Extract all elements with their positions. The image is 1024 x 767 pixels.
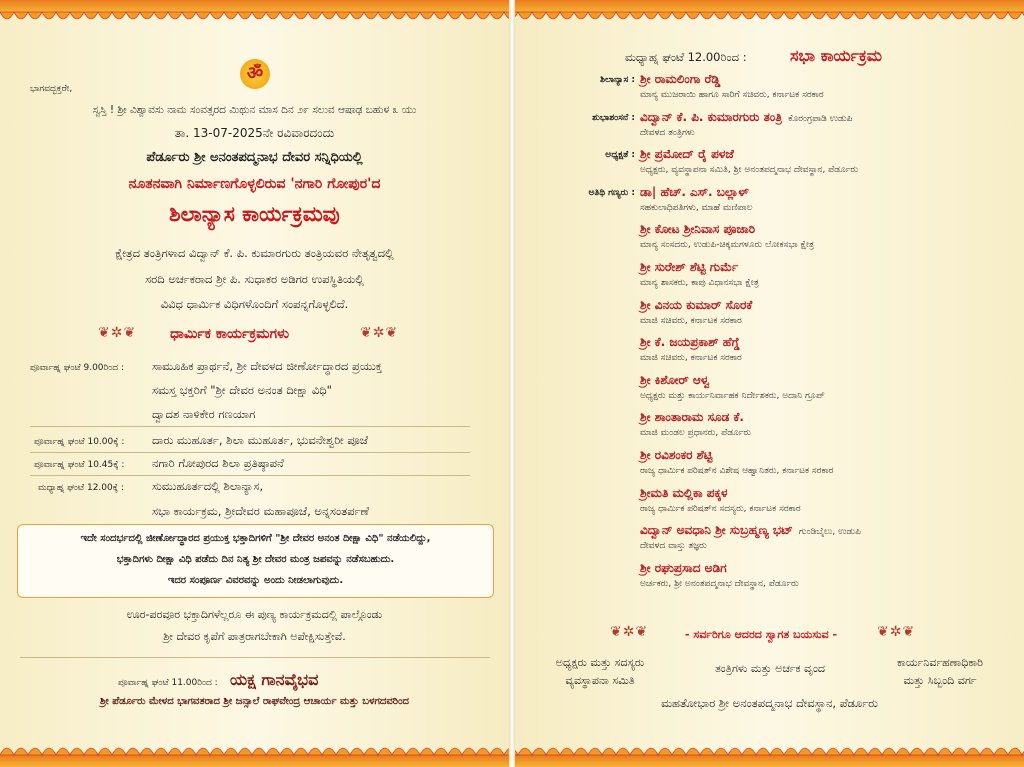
para-line-1: ಕ್ಷೇತ್ರದ ತಂತ್ರಿಗಳಾದ ವಿದ್ವಾನ್ ಕೆ. ಪಿ. ಕುಮಾರಗುರು ತಂತ್ರಿಯವರ ನೇತೃತ್ವದಲ್ಲಿ <box>115 246 394 260</box>
guest-designation: ಸಹಕುಲಾಧಿಪತಿಗಳು, ಮಾಹೆ ಮಣಿಪಾಲ <box>640 202 753 213</box>
border-petal <box>476 12 490 19</box>
border-petal <box>224 748 238 755</box>
border-petal <box>420 748 434 755</box>
border-petal <box>168 12 182 19</box>
role-label: ಶುಭಾಶಂಸನೆ : <box>592 112 635 123</box>
border-petal <box>882 748 896 755</box>
border-petal <box>532 748 546 755</box>
schedule-time-4: ಮಧ್ಯಾಹ್ನ ಘಂಟೆ 12.00ಕ್ಕೆ : <box>38 483 124 493</box>
border-petal <box>798 12 812 19</box>
host-3-line-1: ಕಾರ್ಯನಿರ್ವಹಣಾಧಿಕಾರಿ <box>896 656 983 669</box>
border-petal <box>672 12 686 19</box>
divider <box>30 426 470 427</box>
border-petal <box>602 748 616 755</box>
guest-designation: ಅಧ್ಯಕ್ಷರು, ವ್ಯವಸ್ಥಾಪನಾ ಸಮಿತಿ, ಶ್ರೀ ಅನಂತಪದ್ಮನಾಭ ದೇವಸ್ಥಾನ, ಪೆರ್ಡೂರು <box>640 165 859 176</box>
schedule-item-4-line-1: ಸುಮುಹೂರ್ತದಲ್ಲಿ ಶಿಲಾನ್ಯಾಸ, <box>152 479 264 493</box>
border-petal <box>714 748 728 755</box>
border-petal <box>126 12 140 19</box>
border-petal <box>546 12 560 19</box>
border-petal <box>798 748 812 755</box>
guest-name: ಶ್ರೀ ಕೋಟ ಶ್ರೀನಿವಾಸ ಪೂಜಾರಿ <box>640 222 756 237</box>
guest-designation: ಅರ್ಚಕರು, ಶ್ರೀ ಅನಂತಪದ್ಮನಾಭ ದೇವಸ್ಥಾನ, ಪೆರ್ಡೂರು <box>640 578 799 589</box>
invite-line-1: ಊರ-ಪರವೂರ ಭಕ್ತಾದಿಗಳೆಲ್ಲರೂ ಈ ಪುಣ್ಯ ಕಾರ್ಯಕ್ರಮದಲ್ಲಿ ಪಾಲ್ಗೊಂಡು <box>126 608 383 621</box>
border-petal <box>826 12 840 19</box>
border-petal <box>448 12 462 19</box>
border-petal <box>420 12 434 19</box>
border-petal <box>434 12 448 19</box>
guest-designation: ಮಾನ್ಯ ಸಂಸದರು, ಉಡುಪಿ-ಚಿಕ್ಕಮಗಳೂರು ಲೋಕಸಭಾ ಕ್ಷೇತ್ರ <box>640 240 815 251</box>
border-petal <box>518 12 532 19</box>
border-petal <box>224 12 238 19</box>
guest-name: ಶ್ರೀ ವಿನಯ ಕುಮಾರ್ ಸೊರಕೆ <box>640 297 753 312</box>
guest-name: ಶ್ರೀ ರಘುಪ್ರಸಾದ ಅಡಿಗ <box>640 560 727 575</box>
border-petal <box>14 12 28 19</box>
yakshagana-by: ಶ್ರೀ ಪೆರ್ಡೂರು ಮೇಳದ ಭಾಗವತರಾದ ಶ್ರೀ ಜನ್ಸಾಲೆ ರಾಘವೇಂದ್ರ ಆಚಾರ್ಯ ಮತ್ತು ಬಳಗದವರಿಂದ <box>100 696 409 707</box>
border-petal <box>182 12 196 19</box>
border-petal <box>840 12 854 19</box>
border-petal <box>196 12 210 19</box>
border-petal <box>980 12 994 19</box>
border-petal <box>616 748 630 755</box>
border-petal <box>770 12 784 19</box>
border-petal <box>56 748 70 755</box>
guest-place: ಕೊರಂಗ್ರಪಾಡಿ ಉಡುಪಿ <box>788 113 853 124</box>
divider <box>30 452 470 453</box>
guest-designation: ಮಾಜಿ ಸಚಿವರು, ಕರ್ನಾಟಕ ಸರಕಾರ <box>640 315 742 326</box>
schedule-time-1: ಪೂರ್ವಾಹ್ನ ಘಂಟೆ 9.00ರಿಂದ : <box>30 363 124 373</box>
border-petal <box>588 748 602 755</box>
schedule-item-3-line-1: ನಗಾರಿ ಗೋಪುರದ ಶಿಲಾ ಪ್ರತಿಷ್ಠಾಪನೆ <box>152 456 284 470</box>
border-petal <box>686 12 700 19</box>
border-petal <box>952 12 966 19</box>
border-petal <box>574 748 588 755</box>
border-petal <box>728 12 742 19</box>
nagari-line: ನೂತನವಾಗಿ ನಿರ್ಮಾಣಗೊಳ್ಳಲಿರುವ 'ನಗಾರಿ ಗೋಪುರ'ದ <box>128 176 381 192</box>
schedule-time-3: ಪೂರ್ವಾಹ್ನ ಘಂಟೆ 10.45ಕ್ಕೆ : <box>34 460 125 470</box>
guest-designation: ಮಾಜಿ ಸಚಿವರು, ಕರ್ನಾಟಕ ಸರಕಾರ <box>640 353 742 364</box>
border-petal <box>490 748 504 755</box>
border-petal <box>140 12 154 19</box>
border-petal <box>280 748 294 755</box>
border-petal <box>266 748 280 755</box>
border-petal <box>350 748 364 755</box>
divider <box>20 657 490 658</box>
guest-place: ಗುಂಡಿಬೈಲು, ಉಡುಪಿ <box>798 527 861 538</box>
host-1-line-2: ವ್ಯವಸ್ಥಾಪನಾ ಸಮಿತಿ <box>565 674 635 687</box>
border-petal <box>448 748 462 755</box>
temple-footer: ಮಹತೋಭಾರ ಶ್ರೀ ಅನಂತಪದ್ಮನಾಭ ದೇವಸ್ಥಾನ, ಪೆರ್ಡೂರು <box>661 696 878 710</box>
ornament-left-icon: ❦✲❦ <box>610 624 649 640</box>
border-petal <box>868 12 882 19</box>
guest-name: ಶ್ರೀ ಸುರೇಶ್ ಶೆಟ್ಟಿ ಗುರ್ಮೆ <box>640 260 739 274</box>
border-petal <box>364 12 378 19</box>
guest-designation: ರಾಜ್ಯ ಧಾರ್ಮಿಕ ಪರಿಷತ್‌ನ ಸದಸ್ಯರು, ಕರ್ನಾಟಕ ಸರಕಾರ <box>640 503 801 514</box>
guest-designation: ಮಾನ್ಯ ಮುಜರಾಯಿ ಹಾಗೂ ಸಾರಿಗೆ ಸಚಿವರು, ಕರ್ನಾಟಕ ಸರಕಾರ <box>640 90 824 100</box>
sabha-title: ಸಭಾ ಕಾರ್ಯಕ್ರಮ <box>790 46 883 65</box>
divider <box>30 475 470 476</box>
border-petal <box>364 748 378 755</box>
border-petal <box>826 748 840 755</box>
border-petal <box>140 748 154 755</box>
para-line-2: ಸರದಿ ಅರ್ಚಕರಾದ ಶ್ರೀ ಪಿ. ಸುಧಾಕರ ಅಡಿಗರ ಉಪಸ್ಥಿತಿಯಲ್ಲಿ <box>145 272 364 286</box>
welcome-line: - ಸರ್ವರಿಗೂ ಆದರದ ಸ್ವಾಗತ ಬಯಸುವ - <box>685 628 838 641</box>
border-petal <box>42 748 56 755</box>
border-petal <box>252 12 266 19</box>
invite-line-2: ಶ್ರೀ ದೇವರ ಕೃಪೆಗೆ ಪಾತ್ರರಾಗಬೇಕಾಗಿ ಅಪೇಕ್ಷಿಸುತ್ತೇವೆ. <box>163 630 346 643</box>
schedule-item-1-line-2: ಸಮಸ್ತ ಭಕ್ತರಿಗೆ "ಶ್ರೀ ದೇವರ ಅನಂತ ದೀಕ್ಷಾ ವಿಧಿ" <box>152 383 332 397</box>
border-petal <box>378 748 392 755</box>
border-petal <box>882 12 896 19</box>
border-petal <box>392 12 406 19</box>
border-petal <box>616 12 630 19</box>
left-page <box>0 34 509 733</box>
border-petal <box>336 12 350 19</box>
border-petal <box>938 12 952 19</box>
yakshagana-title: ಯಕ್ಷ ಗಾನವೈಭವ <box>230 670 319 689</box>
schedule-item-2-line-1: ದಾರು ಮುಹೂರ್ತ, ಶಿಲಾ ಮುಹೂರ್ತ, ಭುವನೇಶ್ವರೀ ಪೂಜೆ <box>152 433 368 447</box>
border-petal <box>924 748 938 755</box>
border-petal <box>14 748 28 755</box>
guest-name: ವಿದ್ವಾನ್ ಅವಧಾನಿ ಶ್ರೀ ಸುಬ್ರಹ್ಮಣ್ಯ ಭಟ್ ಗುಂಡಿಬೈಲು, ಉಡುಪಿ <box>640 523 861 538</box>
role-label: ಶಿಲಾನ್ಯಾಸ : <box>600 75 635 85</box>
border-petal <box>672 748 686 755</box>
notice-box <box>17 524 494 598</box>
border-petal <box>196 748 210 755</box>
border-petal <box>0 748 14 755</box>
border-petal <box>406 12 420 19</box>
border-petal <box>644 12 658 19</box>
border-petal <box>966 748 980 755</box>
guest-name: ಶ್ರೀ ಕಿಶೋರ್ ಆಳ್ವ <box>640 372 710 387</box>
border-petal <box>266 12 280 19</box>
intro-line: ಸ್ವಸ್ತಿ ! ಶ್ರೀ ವಿಶ್ವಾವಸು ನಾಮ ಸಂವತ್ಸರದ ಮಿಥುನ ಮಾಸ ದಿನ ೨೯ ಸಲುವ ಆಷಾಢ ಬಹುಳ ೩ ಯು <box>92 104 417 116</box>
border-petal <box>574 12 588 19</box>
host-1-line-1: ಅಧ್ಯಕ್ಷರು ಮತ್ತು ಸದಸ್ಯರು <box>555 656 645 669</box>
border-petal <box>700 12 714 19</box>
border-petal <box>700 748 714 755</box>
salutation: ಭಾಗವದ್ಭಕ್ತರೇ, <box>30 84 73 94</box>
border-petal <box>210 748 224 755</box>
border-petal <box>812 12 826 19</box>
border-petal <box>714 12 728 19</box>
border-petal <box>588 12 602 19</box>
border-petal <box>854 748 868 755</box>
role-label: ಅಧ್ಯಕ್ಷತೆ : <box>605 150 635 161</box>
border-petal <box>56 12 70 19</box>
border-petal <box>630 748 644 755</box>
ornament-left-icon: ❦✲❦ <box>98 325 137 341</box>
border-petal <box>896 12 910 19</box>
border-petal <box>1008 748 1022 755</box>
border-petal <box>252 748 266 755</box>
ornament-right-icon: ❦✲❦ <box>360 325 399 341</box>
border-petal <box>42 12 56 19</box>
border-petal <box>294 748 308 755</box>
border-petal <box>238 748 252 755</box>
border-petal <box>658 12 672 19</box>
schedule-item-4-line-2: ಸಭಾ ಕಾರ್ಯಕ್ರಮ, ಶ್ರೀದೇವರ ಮಹಾಪೂಜೆ, ಅನ್ನಸಂತರ್ಪಣೆ <box>152 504 369 518</box>
border-petal <box>980 748 994 755</box>
guest-designation: ರಾಜ್ಯ ಧಾರ್ಮಿಕ ಪರಿಷತ್‌ನ ವಿಶೇಷ ಆಹ್ವಾನಿತರು, ಕರ್ನಾಟಕ ಸರಕಾರ <box>640 466 834 476</box>
guest-designation: ದೇವಳದ ವಾಸ್ತು ತಜ್ಞರು <box>640 541 707 552</box>
border-petal <box>868 748 882 755</box>
section-title: ಧಾರ್ಮಿಕ ಕಾರ್ಯಕ್ರಮಗಳು <box>170 326 290 342</box>
border-petal <box>28 748 42 755</box>
border-petal <box>784 12 798 19</box>
border-petal <box>532 12 546 19</box>
border-petal <box>854 12 868 19</box>
border-petal <box>308 748 322 755</box>
border-petal <box>308 12 322 19</box>
border-petal <box>896 748 910 755</box>
border-petal <box>994 748 1008 755</box>
border-petal <box>490 12 504 19</box>
border-petal <box>238 12 252 19</box>
border-petal <box>434 748 448 755</box>
border-petal <box>0 12 14 19</box>
om-icon: ॐ <box>240 59 270 89</box>
border-petal <box>952 748 966 755</box>
border-petal <box>518 748 532 755</box>
border-petal <box>154 12 168 19</box>
border-petal <box>28 12 42 19</box>
date-line: ತಾ. 13-07-2025ನೇ ರವಿವಾರದಂದು <box>174 126 335 140</box>
border-petal <box>658 748 672 755</box>
border-petal <box>742 12 756 19</box>
border-petal <box>210 12 224 19</box>
guest-designation: ಅಧ್ಯಕ್ಷರು ಮತ್ತು ಕಾರ್ಯನಿರ್ವಾಹಕ ನಿರ್ದೇಶಕರು, ಅದಾನಿ ಗ್ರೂಪ್ <box>640 390 825 401</box>
border-petal <box>476 748 490 755</box>
border-petal <box>84 748 98 755</box>
schedule-item-1-line-1: ಸಾಮೂಹಿಕ ಪ್ರಾರ್ಥನೆ, ಶ್ರೀ ದೇವಳದ ಜೀರ್ಣೋದ್ಧಾರದ ಪ್ರಯುಕ್ತ <box>152 359 382 373</box>
border-petal <box>784 748 798 755</box>
guest-name: ಶ್ರೀ ರಾಮಲಿಂಗಾ ರೆಡ್ಡಿ <box>640 72 721 86</box>
guest-designation: ದೇವಳದ ತಂತ್ರಿಗಳು <box>640 127 695 138</box>
border-petal <box>756 748 770 755</box>
border-petal <box>280 12 294 19</box>
main-title: ಶಿಲಾನ್ಯಾಸ ಕಾರ್ಯಕ್ರಮವು <box>169 202 340 226</box>
host-2-line-1: ತಂತ್ರಿಗಳು ಮತ್ತು ಅರ್ಚಕ ವೃಂದ <box>714 662 826 675</box>
border-petal <box>98 748 112 755</box>
sabha-time: ಮಧ್ಯಾಹ್ನ ಘಂಟೆ 12.00ರಿಂದ : <box>625 50 747 64</box>
notice-line-2: ಭಕ್ತಾದಿಗಳು ದೀಕ್ಷಾ ವಿಧಿ ಪಡೆದು ದಿನ ನಿತ್ಯ ಶ್ರೀ ದೇವರ ಮಂತ್ರ ಜಪವನ್ನು ನಡೆಸಬಹುದು. <box>116 554 395 565</box>
yakshagana-time: ಪೂರ್ವಾಹ್ನ ಘಂಟೆ 11.00ರಿಂದ : <box>118 678 218 688</box>
ornament-right-icon: ❦✲❦ <box>877 624 916 640</box>
border-petal <box>1008 12 1022 19</box>
guest-name: ಶ್ರೀ ಪ್ರಮೋದ್ ರೈ ಪಳಜೆ <box>640 147 734 162</box>
border-petal <box>728 748 742 755</box>
border-petal <box>98 12 112 19</box>
border-petal <box>938 748 952 755</box>
border-petal <box>112 12 126 19</box>
border-petal <box>910 12 924 19</box>
border-petal <box>84 12 98 19</box>
border-petal <box>154 748 168 755</box>
border-petal <box>910 748 924 755</box>
border-petal <box>560 12 574 19</box>
border-petal <box>686 748 700 755</box>
guest-name: ಶ್ರೀ ರವಿಶಂಕರ ಶೆಟ್ಟಿ <box>640 448 713 462</box>
border-petal <box>560 748 574 755</box>
border-petal <box>546 748 560 755</box>
border-petal <box>966 12 980 19</box>
border-petal <box>126 748 140 755</box>
guest-name: ಡಾ| ಹೆಚ್. ಎಸ್. ಬಲ್ಲಾಳ್ <box>640 184 749 199</box>
guest-name: ಶ್ರೀ ಶಾಂತಾರಾಮ ಸೂಡ ಕೆ. <box>640 410 744 425</box>
border-petal <box>644 748 658 755</box>
border-petal <box>840 748 854 755</box>
border-petal <box>336 748 350 755</box>
notice-line-3: ಇದರ ಸಂಪೂರ್ಣ ವಿವರವನ್ನು ಅಂದು ನೀಡಲಾಗುವುದು. <box>167 575 344 586</box>
border-petal <box>602 12 616 19</box>
notice-line-1: ಇದೇ ಸಂದರ್ಭದಲ್ಲಿ ಜೀರ್ಣೋದ್ಧಾರದ ಪ್ರಯುಕ್ತ ಭಕ್ತಾದಿಗಳಿಗೆ "ಶ್ರೀ ದೇವರ ಅನಂತ ದೀಕ್ಷಾ ವಿಧಿ" ನಡೆಯಲಿದ್ದು, <box>80 533 431 544</box>
border-petal <box>994 12 1008 19</box>
border-petal <box>70 748 84 755</box>
border-petal <box>182 748 196 755</box>
guest-designation: ಮಾನ್ಯ ಶಾಸಕರು, ಕಾಪು ವಿಧಾನಸಭಾ ಕ್ಷೇತ್ರ <box>640 278 759 288</box>
border-petal <box>812 748 826 755</box>
border-petal <box>322 12 336 19</box>
border-petal <box>462 12 476 19</box>
guest-designation: ಮಾಜಿ ಮಂಡಲ ಪ್ರಧಾನರು, ಪೆರ್ಡೂರು <box>640 428 752 439</box>
role-label: ಅತಿಥಿ ಗಣ್ಯರು : <box>588 187 635 198</box>
border-petal <box>168 748 182 755</box>
guest-name: ಶ್ರೀ ಕೆ. ಜಯಪ್ರಕಾಶ್ ಹೆಗ್ಡೆ <box>640 335 740 350</box>
temple-line: ಪೆರ್ಡೂರು ಶ್ರೀ ಅನಂತಪದ್ಮನಾಭ ದೇವರ ಸನ್ನಿಧಿಯಲ್ಲಿ <box>146 150 363 165</box>
host-3-line-2: ಮತ್ತು ಸಿಬ್ಬಂದಿ ವರ್ಗ <box>903 674 977 687</box>
border-petal <box>462 748 476 755</box>
border-petal <box>756 12 770 19</box>
border-petal <box>294 12 308 19</box>
border-petal <box>924 12 938 19</box>
border-petal <box>770 748 784 755</box>
border-petal <box>112 748 126 755</box>
guest-name: ಶ್ರೀಮತಿ ಮಲ್ಲಿಕಾ ಪಕ್ಕಳ <box>640 485 728 500</box>
para-line-3: ವಿವಿಧ ಧಾರ್ಮಿಕ ವಿಧಿಗಳೊಂದಿಗೆ ಸಂಪನ್ನಗೊಳ್ಳಲಿದೆ. <box>160 297 349 311</box>
guest-name: ವಿದ್ವಾನ್ ಕೆ. ಪಿ. ಕುಮಾರಗುರು ತಂತ್ರಿ ಕೊರಂಗ್ರಪಾಡಿ ಉಡುಪಿ <box>640 109 853 124</box>
border-petal <box>378 12 392 19</box>
border-petal <box>742 748 756 755</box>
border-petal <box>406 748 420 755</box>
border-petal <box>322 748 336 755</box>
border-petal <box>630 12 644 19</box>
right-page <box>515 34 1024 733</box>
border-petal <box>70 12 84 19</box>
schedule-item-1-line-3: ದ್ವಾದಶ ನಾಳಿಕೇರ ಗಣಯಾಗ <box>152 407 256 421</box>
border-petal <box>350 12 364 19</box>
schedule-time-2: ಪೂರ್ವಾಹ್ನ ಘಂಟೆ 10.00ಕ್ಕೆ : <box>34 437 125 447</box>
border-petal <box>392 748 406 755</box>
